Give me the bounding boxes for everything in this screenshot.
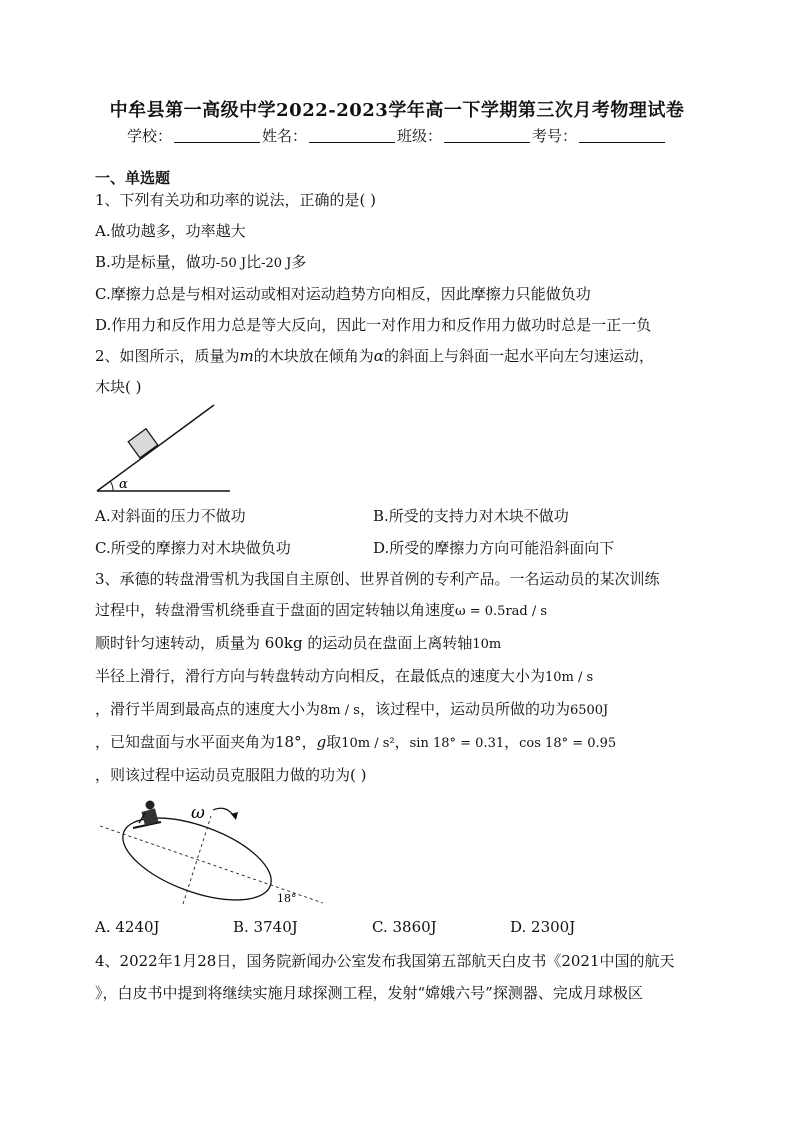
q1-option-b-mid: 比 [246,253,262,271]
q3-work-done: 6500J [569,703,609,718]
turntable-figure [95,796,330,908]
rotation-arrow [213,808,235,818]
q2-stem-line2: 木块( ) [95,378,142,396]
name-label: 姓名： [261,127,307,145]
q1-option-d: D.作用力和反作用力总是等大反向，因此一对作用力和反作用力做功时总是一正一负 [95,316,652,334]
q3-stem-line4 [95,665,593,686]
incline-figure [95,402,240,494]
q1-option-b-math2: -20 J [261,256,292,271]
q3-option-a: A. 4240J [95,918,160,936]
q3-stem-line1: 3、承德的转盘滑雪机为我国自主原创、世界首例的专利产品。一名运动员的某次训练 [95,570,660,588]
q3-stem-line5-text: ，滑行半周到最高点的速度大小为 [95,700,321,718]
incline-line [97,405,214,491]
name-blank[interactable] [309,128,395,143]
q3-g-value: 10m / s² [341,736,395,751]
q3-stem-line6-take: 取 [326,733,342,751]
q4-stem-line2: 》，白皮书中提到将继续实施月球探测工程，发射“嫦娥六号”探测器、完成月球极区 [95,984,643,1002]
q3-stem-line2 [95,599,547,620]
q3-comma1: ， [394,733,410,751]
q3-angular-velocity: ω = 0.5rad / s [455,604,548,619]
q3-stem-line5 [95,698,608,719]
class-blank[interactable] [444,128,530,143]
q2-option-b: B.所受的支持力对木块不做功 [373,507,569,525]
q2-angle-symbol: α [373,347,384,365]
q3-stem-line4-text: 半径上滑行，滑行方向与转盘转动方向相反，在最低点的速度大小为 [95,667,546,685]
q1-option-b-text: B.功是标量，做功 [95,253,216,271]
q3-option-d: D. 2300J [510,918,576,936]
q3-speed-top: 8m / s [320,703,360,718]
block-on-incline [128,429,158,458]
rotation-axis-line [183,816,211,904]
q4-stem-line1: 4、2022年1月28日，国务院新闻办公室发布我国第五部航天白皮书《2021中国的航天 [95,952,675,970]
q3-stem-line6 [95,731,616,752]
number-label: 考号： [532,127,578,145]
q2-option-c: C.所受的摩擦力对木块做负功 [95,539,291,557]
q3-sin-value: sin 18° = 0.31 [409,736,505,751]
angle-18-label: 18° [277,892,297,905]
omega-label: ω [191,803,205,823]
q1-option-c: C.摩擦力总是与相对运动或相对运动趋势方向相反，因此摩擦力只能做负功 [95,285,591,303]
q2-stem-text1: 2、如图所示，质量为 [95,347,240,365]
school-label: 学校： [126,127,172,145]
q3-comma2: ， [504,733,520,751]
q1-stem: 1、下列有关功和功率的说法，正确的是( ) [95,191,377,209]
q3-stem-line5-text2: ，该过程中，运动员所做的功为 [359,700,570,718]
q3-stem-line3 [95,632,501,653]
q2-stem-line1 [95,345,654,366]
number-blank[interactable] [579,128,665,143]
exam-title: 中牟县第一高级中学2022-2023学年高一下学期第三次月考物理试卷 [109,100,685,121]
angle-alpha-label: α [119,477,128,492]
q3-stem-line6-text: ，已知盘面与水平面夹角为18°， [95,733,317,751]
q3-speed-bottom: 10m / s [545,670,594,685]
q3-cos-value: cos 18° = 0.95 [519,736,617,751]
q2-stem-text2: 的木块放在倾角为 [253,347,374,365]
q3-stem-line7: ，则该过程中运动员克服阻力做的功为( ) [95,766,367,784]
q2-option-a: A.对斜面的压力不做功 [95,507,246,525]
q3-stem-line2-text: 过程中，转盘滑雪机绕垂直于盘面的固定转轴以角速度 [95,601,456,619]
q1-option-a: A.做功越多，功率越大 [95,222,246,240]
angle-arc [110,481,113,491]
q3-option-c: C. 3860J [372,918,437,936]
q1-option-b-math1: -50 J [215,256,247,271]
section-heading: 一、单选题 [95,169,171,187]
q3-radius: 10m [472,637,502,652]
q2-mass-symbol: m [239,347,254,365]
q2-option-d: D.所受的摩擦力方向可能沿斜面向下 [373,539,615,557]
class-label: 班级： [397,127,443,145]
q1-option-b-end: 多 [291,253,307,271]
q3-stem-line3-text: 顺时针匀速转动，质量为 60kg 的运动员在盘面上离转轴 [95,634,473,652]
q2-stem-text3: 的斜面上与斜面一起水平向左匀速运动， [383,347,654,365]
skier-icon [133,801,161,829]
q3-g-symbol: g [316,733,327,751]
q1-option-b [95,251,306,272]
student-info-row [0,125,794,146]
q3-option-b: B. 3740J [233,918,298,936]
school-blank[interactable] [174,128,260,143]
